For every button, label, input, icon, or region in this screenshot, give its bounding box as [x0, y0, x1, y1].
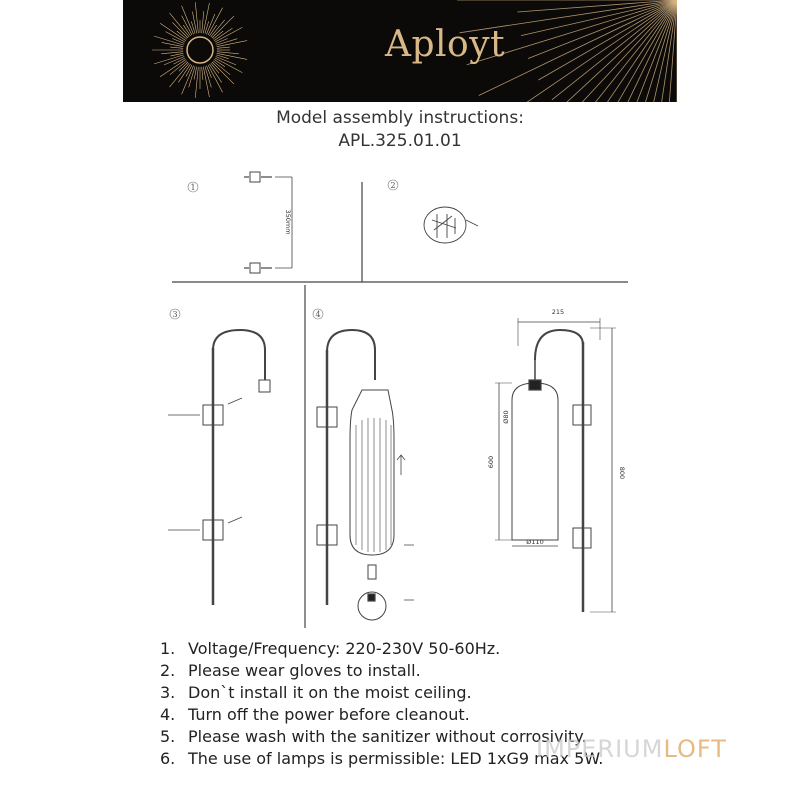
step2-parts-bundle	[424, 207, 478, 243]
document-title: Model assembly instructions:	[276, 108, 524, 128]
sun-ray	[215, 58, 242, 73]
dim-width: 215	[551, 308, 565, 316]
dim-height: 800	[618, 466, 626, 480]
note-item: 5. Please wash with the sanitizer without corrosivity.	[160, 727, 587, 746]
step3-rod-assembly	[168, 330, 270, 605]
note-item: 2. Please wear gloves to install.	[160, 661, 421, 680]
sun-ray	[178, 64, 190, 82]
sun-ray	[162, 42, 184, 46]
sun-ray	[208, 8, 223, 35]
dimension-drawing	[495, 318, 616, 612]
sun-ray	[170, 61, 187, 75]
note-item: 6. The use of lamps is permissible: LED 1xG9 max 5W.	[160, 749, 604, 768]
brand-logo: Aployt	[385, 24, 506, 65]
model-number: APL.325.01.01	[338, 131, 462, 151]
sun-ray	[217, 52, 239, 54]
dim-mount-spacing: 350mm	[284, 209, 292, 235]
dim-shade-diameter: Ø110	[526, 538, 544, 546]
sun-ray	[202, 11, 204, 33]
sun-ray	[172, 22, 188, 38]
note-item: 3. Don`t install it on the moist ceiling.	[160, 683, 472, 702]
step-number-3: 3	[172, 310, 178, 319]
step-number-1: 1	[190, 183, 196, 192]
assembly-diagram	[160, 160, 640, 630]
corner-ray	[479, 0, 677, 96]
corner-ray	[587, 0, 677, 102]
brand-banner	[123, 0, 677, 102]
sun-ring	[187, 37, 213, 63]
sun-ray	[161, 52, 183, 54]
sun-ray	[211, 20, 225, 37]
sun-burst-icon	[152, 2, 247, 98]
step-number-2: 2	[390, 181, 396, 190]
sun-ray	[213, 61, 230, 75]
sun-ray	[170, 47, 183, 48]
step-number-4: 4	[315, 310, 321, 319]
step4-shade-assembly	[317, 330, 414, 620]
sun-ray	[202, 67, 203, 80]
dim-shade-top: Ø80	[502, 410, 510, 424]
sun-ray	[217, 47, 230, 48]
note-item: 1. Voltage/Frequency: 220-230V 50-60Hz.	[160, 639, 501, 658]
note-item: 4. Turn off the power before cleanout.	[160, 705, 470, 724]
corner-ray	[517, 0, 677, 12]
sun-ray	[192, 12, 196, 34]
watermark: IMPERIUMLOFT	[536, 735, 727, 763]
dim-shade-height: 600	[487, 455, 495, 469]
corner-ray	[552, 0, 677, 100]
